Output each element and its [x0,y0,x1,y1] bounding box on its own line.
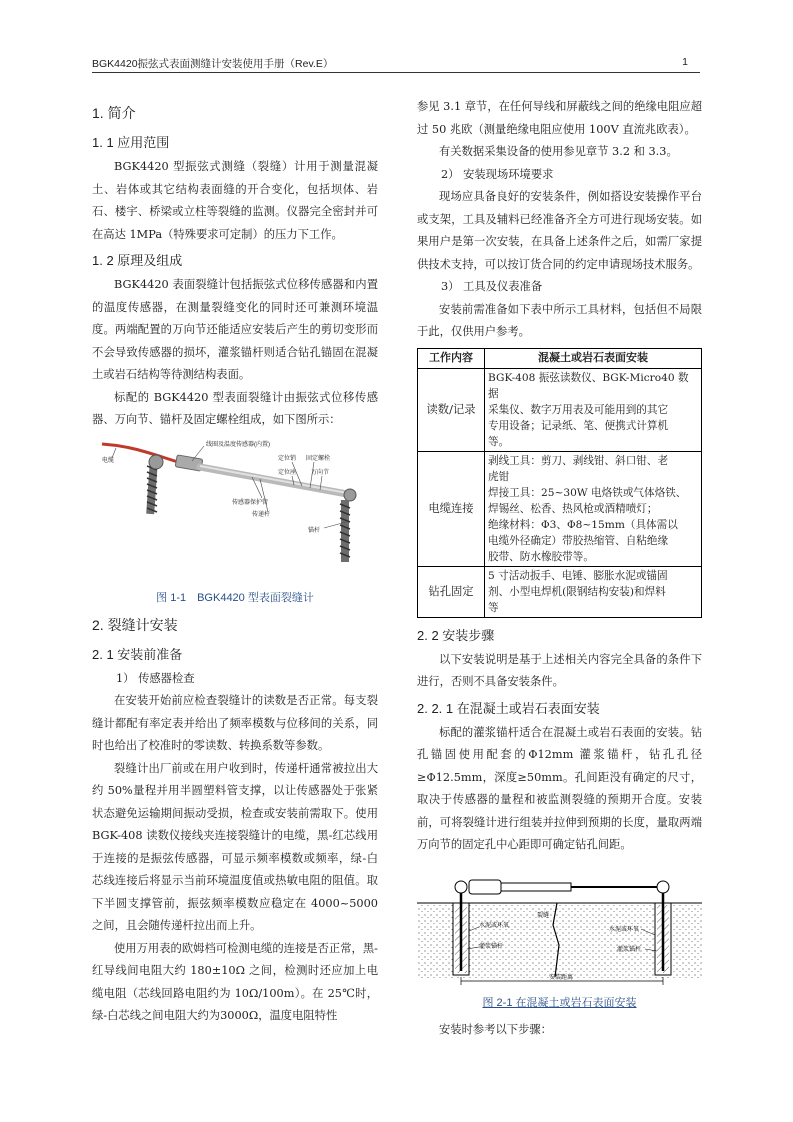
cell-line: 虎钳 [488,470,510,483]
crackmeter-image [455,880,669,894]
table-row [418,368,702,451]
paragraph: 使用万用表的欧姆档可检测电缆的连接是否正常，黑-红导线间电阻大约 180±10Ω 之间，检测时还应加上电缆电阻（芯线回路电阻约为 10Ω/100m）。在 25℃时，绿-白芯线之间电阻大约为3000Ω，温度电阻特性 [92,941,378,1022]
figure-2-caption: 图 2-1 在混凝土或岩石表面安装 [482,996,637,1009]
cell-line: 剂、小型电焊机(限钢结构安装)和焊料 [488,585,666,598]
label-sensor: 线圈及温度传感器(内置) [206,441,270,448]
header-title: BGK4420振弦式表面测缝计安装使用手册（Rev.E） [92,58,334,70]
section-2-title: 2. 裂缝计安装 [92,616,178,633]
left-joint-image [149,455,163,469]
table-header-install: 混凝土或岩石表面安装 [485,348,702,368]
paragraph: 标配的灌浆锚杆适合在混凝土或岩石表面的安装。钻孔锚固使用配套的Φ12mm 灌浆锚杆，钻孔孔径≥Φ12.5mm，深度≥50mm。孔间距没有确定的尺寸，取决于传感器的量程和被监测裂缝的预期开合度。安装前，可将裂缝计进行组装并拉伸到预期的长度，量取两端万向节的固定孔中心距即可确定钻孔间距。 [417,725,702,851]
paragraph: 现场应具备良好的安装条件，例如搭设安装操作平台或支架，工具及辅料已经准备齐全方可进行现场安装。如果用户是第一次安装，在具备上述条件之后，如需厂家提供技术支持，可以按订货合同的约定申请现场技术服务。 [417,190,702,271]
section-1-1-title: 1. 1 应用范围 [92,135,170,150]
paragraph: 以下安装说明是基于上述相关内容完全具备的条件下进行，否则不具备安装条件。 [417,652,702,688]
paragraph: 参见 3.1 章节，在任何导线和屏蔽线之间的绝缘电阻应超过 50 兆欧（测量绝缘电阻应使用 100V 直流兆欧表）。 [417,100,702,136]
label-spacing: 安装距离 [549,974,574,981]
label-anchor-left: 灌浆锚杆 [479,943,504,950]
table-header-task: 工作内容 [418,348,485,368]
paragraph: 安装前需准备如下表中所示工具材料，包括但不局限于此，仅供用户参考。 [417,302,702,338]
label-positioning-pin: 定位销 [278,455,297,462]
cell-line: 剥线工具：剪刀、剥线钳、斜口钳、老 [488,454,669,467]
label-positioning-seat: 定位座 [278,469,297,476]
label-anchor-right: 灌浆锚杆 [617,946,642,953]
cell-line: 5 寸活动扳手、电锤、膨胀水泥或锚固 [488,569,668,582]
table-cell-task: 电缆连接 [418,451,485,566]
paragraph: 有关数据采集设备的使用参见章节 3.2 和 3.3。 [439,145,678,158]
cell-line: BGK-408 振弦读数仪、BGK-Micro40 数据 [488,371,689,400]
paragraph: 在安装开始前应检查裂缝计的读数是否正常。每支裂缝计都配有率定表并给出了频率模数与位移间的关系，同时也给出了校准时的零读数、转换系数等参数。 [92,694,378,752]
cell-line: 焊接工具：25~30W 电烙铁或气体烙铁、 [488,486,687,499]
figure-1-caption: 图 1-1 BGK4420 型表面裂缝计 [156,591,314,604]
label-fixing-bolt: 固定螺栓 [306,455,331,462]
paragraph: BGK4420 型振弦式测缝（裂缝）计用于测量混凝土、岩体或其它结构表面缝的开合变化，包括坝体、岩石、楼宇、桥梁或立柱等裂缝的监测。仪器完全密封并可在高达 1MPa（特殊要求可定制）的压力下工作。 [92,160,378,241]
subheading: 1） 传感器检查 [116,671,195,685]
page-number: 1 [682,56,688,68]
crackmeter-figure [92,432,378,582]
paragraph: 裂缝计出厂前或在用户收到时，传递杆通常被拉出大约 50%量程并用半圆塑料管支撑，以让传感器处于张紧状态避免运输期间振动受损，检查或安装前需取下。使用 BGK-408 读数仪接线夹连接裂缝计的电缆，黑-红芯线用于连接的是振弦传感器，可显示频率模数或频率，绿-白芯线连接后将显示当前环境温度值或热敏电阻的阻值。取下半圆支撑管前，振弦频率模数应稳定在 4000~5000 之间，且会随传递杆拉出而上升。 [92,761,378,932]
label-cement-right: 水泥或环氧 [609,926,640,933]
label-crack: 裂缝 [537,912,550,919]
cell-line: 胶带、防水橡胶带等。 [488,550,594,563]
subheading: 3） 工具及仪表准备 [441,280,543,293]
table-cell-content [485,451,702,566]
header-rule [92,72,700,73]
label-universal-joint: 万向节 [311,469,330,476]
paragraph: 安装时参考以下步骤： [439,1022,552,1036]
label-anchor-rod: 锚杆 [308,527,321,534]
label-sensor-guard: 传感器保护管 [232,499,269,506]
cell-line: 绝缘材料：Φ3、Φ8~15mm（具体需以 [488,518,678,531]
cell-line: 等 [488,601,499,614]
section-2-1-title: 2. 1 安装前准备 [92,646,183,662]
right-anchor-image [340,500,350,562]
table-header-row [418,348,702,368]
table-cell-task: 读数/记录 [418,368,485,451]
right-column [417,96,702,1041]
label-cable: 电缆 [102,457,115,464]
table-cell-content [485,566,702,617]
label-transmission-rod: 传递杆 [252,511,271,518]
cell-line: 焊锡丝、松香、热风枪或酒精喷灯； [488,502,658,515]
installation-figure [417,865,702,987]
section-1-title: 1. 简介 [92,105,136,121]
right-joint-image [344,489,356,501]
paragraph: BGK4420 表面裂缝计包括振弦式位移传感器和内置的温度传感器，在测量裂缝变化的同时还可兼测环境温度。两端配置的万向节还能适应安装后产生的剪切变形而不会导致传感器的损坏，灌浆锚杆则适合钻孔锚固在混凝土或岩石结构等待测结构表面。 [92,278,378,381]
table-row [418,451,702,566]
cell-line: 专用设备；记录纸、笔、便携式计算机 [488,419,669,432]
section-2-2-1-title: 2. 2. 1 在混凝土或岩石表面安装 [417,700,600,716]
section-2-2-title: 2. 2 安装步骤 [417,627,495,643]
left-column [92,96,378,1028]
table-cell-content [485,368,702,451]
cell-line: 等。 [488,435,510,448]
table-cell-task: 钻孔固定 [418,566,485,617]
left-anchor-image [146,461,158,513]
cell-line: 电缆外径确定）带胶热缩管、自粘绝缘 [488,534,669,547]
tools-table [417,348,702,618]
cell-line: 采集仪、数字万用表及可能用到的其它 [488,403,669,416]
section-1-2-title: 1. 2 原理及组成 [92,253,183,268]
label-cement-left: 水泥或环氧 [479,922,510,929]
table-row [418,566,702,617]
subheading: 2） 安装现场环境要求 [441,167,554,181]
paragraph: 标配的 BGK4420 型表面裂缝计由振弦式位移传感器、万向节、锚杆及固定螺栓组成，如下图所示： [92,390,378,426]
